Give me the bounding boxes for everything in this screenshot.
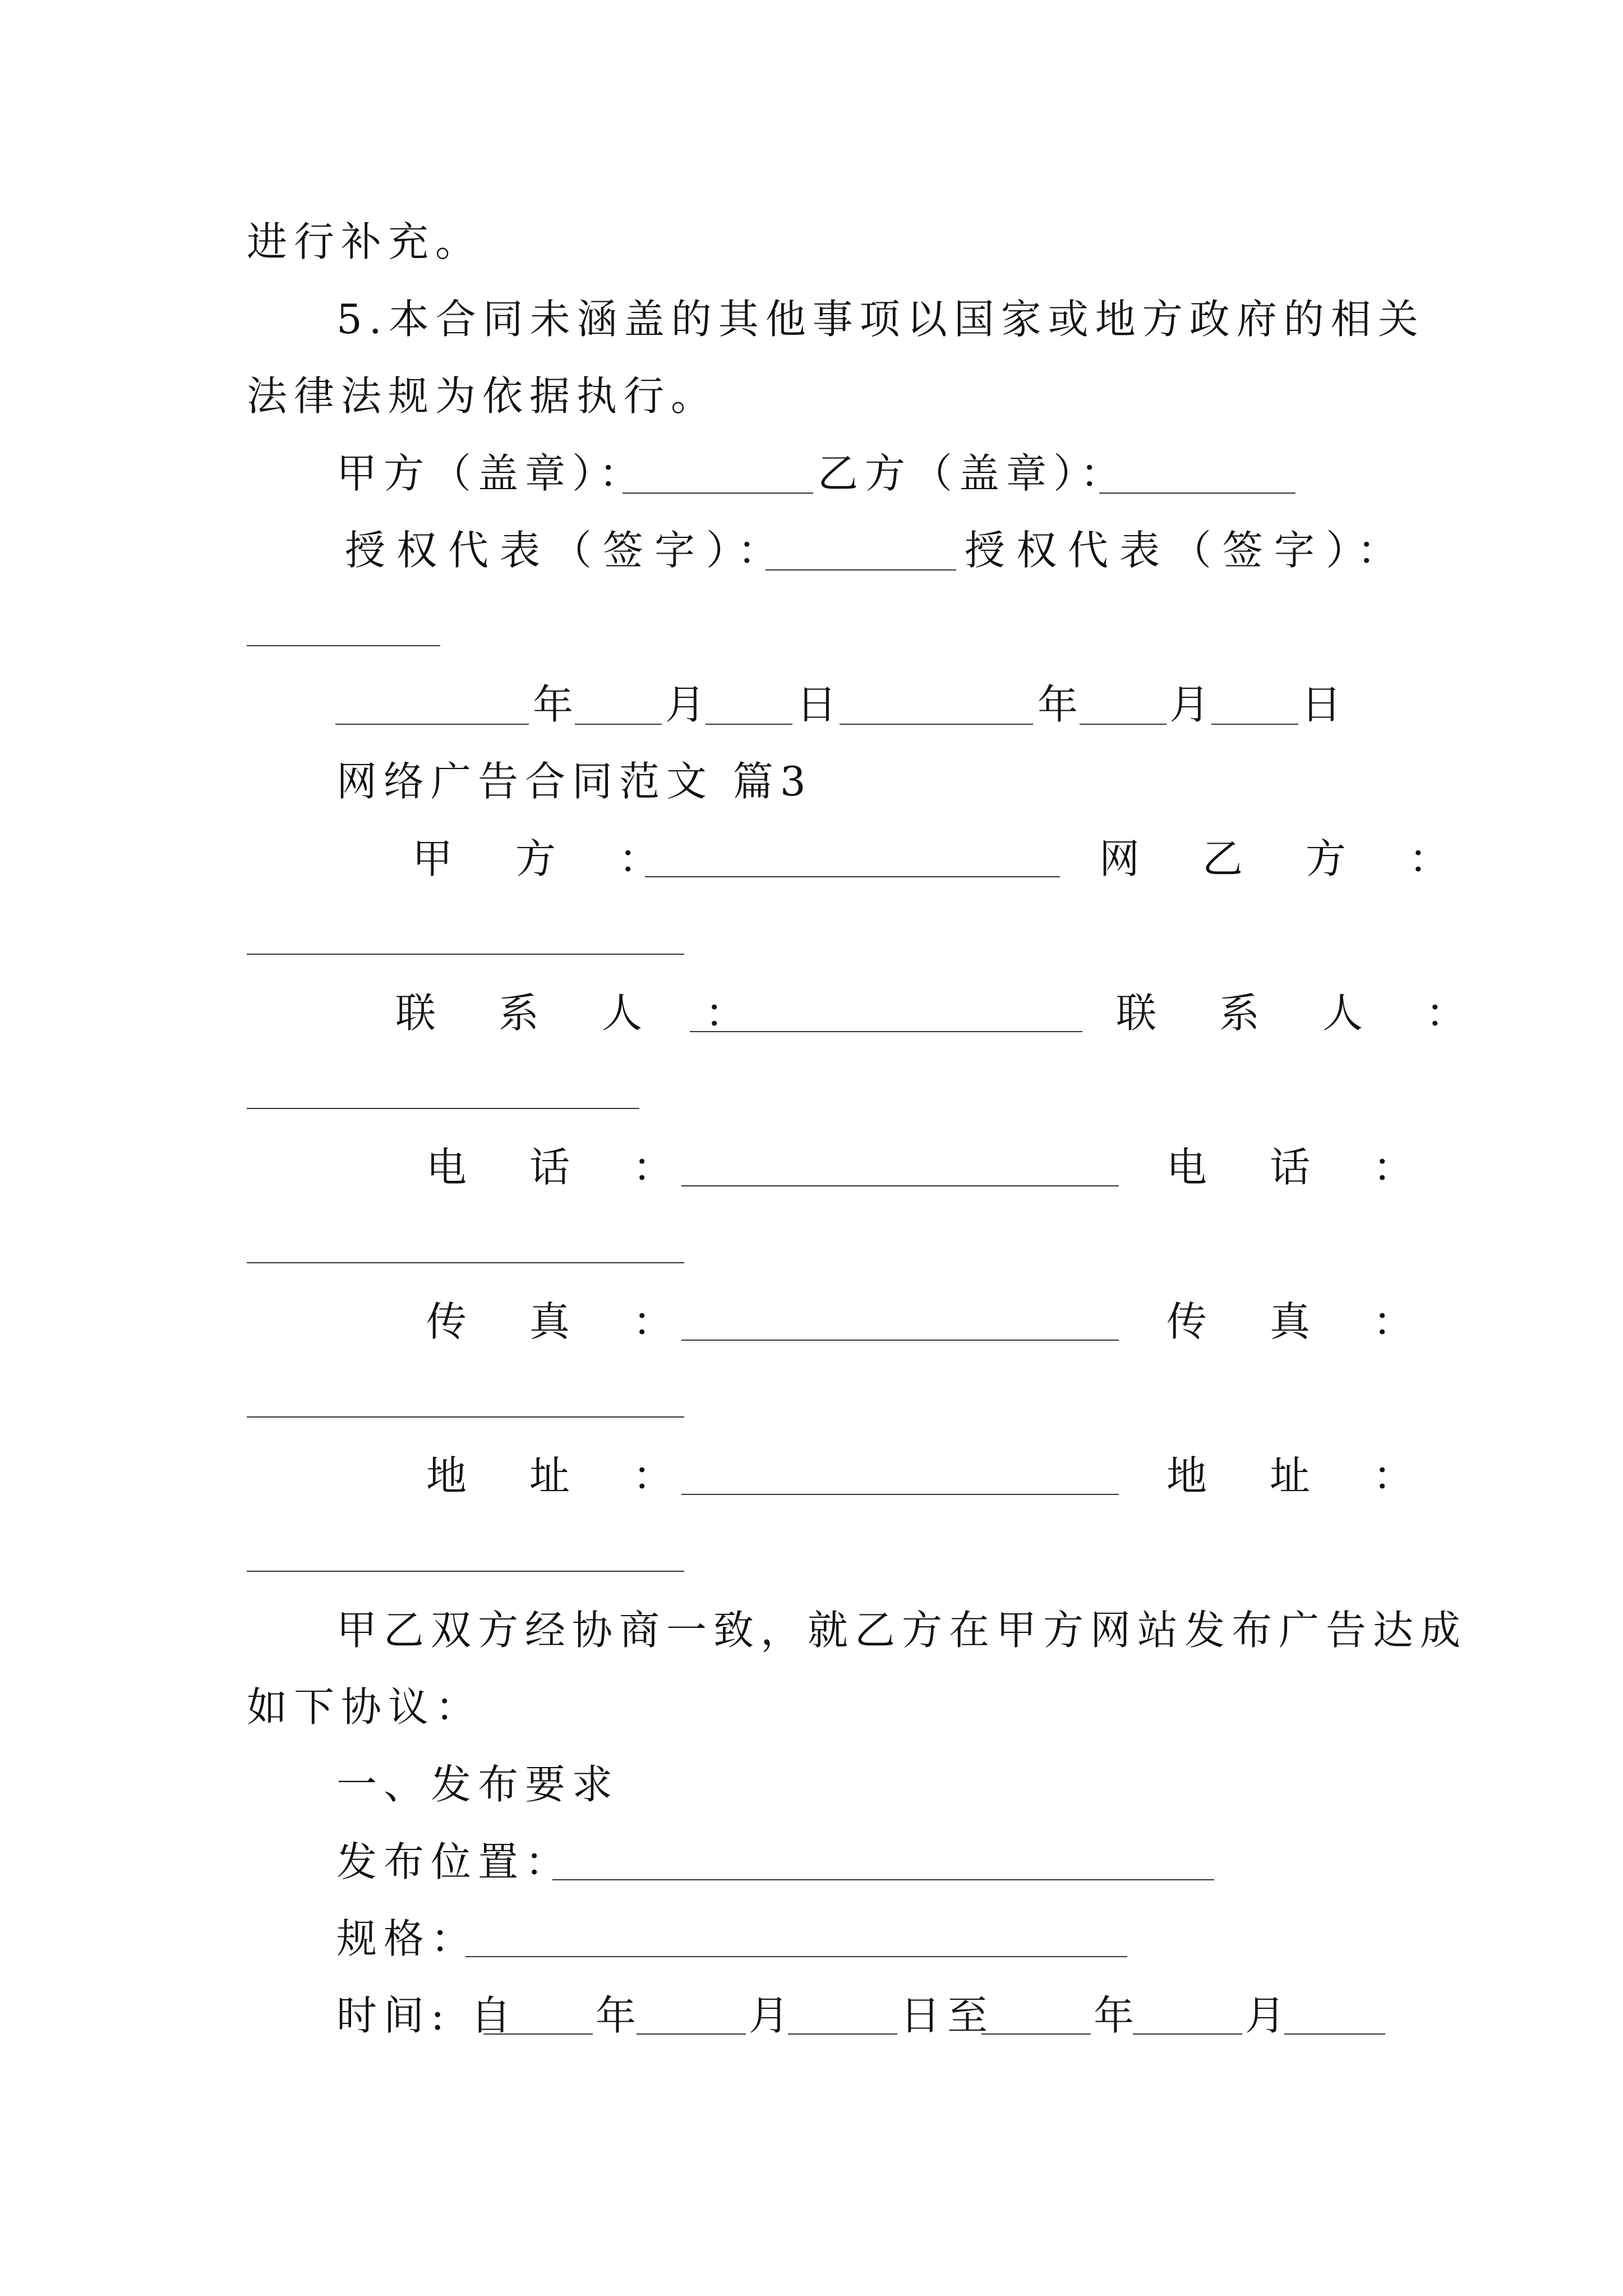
section-title: 一、发布要求 <box>336 1761 620 1808</box>
form-blank <box>247 1262 684 1263</box>
spec-label: 规格： <box>336 1915 478 1962</box>
text-line: 5.本合同未涵盖的其他事项以国家或地方政府的相关 <box>336 296 1425 343</box>
date-blank <box>706 724 792 725</box>
date-blank <box>1080 724 1166 725</box>
year-label: 年 <box>596 1992 643 2039</box>
year-label: 年 <box>1094 1992 1141 2039</box>
form-blank <box>681 1494 1119 1495</box>
party-a-seal-label: 甲方（盖章）： <box>336 450 647 497</box>
day-label: 日 <box>796 681 844 728</box>
phone-b-label: 电 话 ： <box>1166 1144 1425 1191</box>
date-blank <box>1133 2033 1242 2035</box>
section-heading: 网络广告合同范文 篇3 <box>336 758 813 805</box>
text-line: 如下协议： <box>247 1683 483 1731</box>
text-line: 进行补充。 <box>247 218 483 265</box>
month-label: 月 <box>665 681 713 728</box>
signature-blank <box>247 645 440 646</box>
form-blank <box>552 1879 1214 1880</box>
month-label: 月 <box>749 1992 796 2039</box>
text-line: 甲乙双方经协商一致，就乙方在甲方网站发布广告达成 <box>336 1607 1468 1654</box>
fax-a-label: 传 真 ： <box>426 1298 685 1345</box>
date-blank <box>335 724 529 725</box>
date-blank <box>1284 2033 1385 2035</box>
date-blank <box>840 724 1033 725</box>
fax-b-label: 传 真 ： <box>1166 1298 1425 1345</box>
year-label: 年 <box>1038 681 1085 728</box>
form-blank <box>247 954 684 955</box>
address-a-label: 地 址 ： <box>426 1452 685 1499</box>
contact-a-label: 联 系 人 ： <box>395 990 757 1037</box>
date-blank <box>637 2033 746 2035</box>
rep-b-label: 授权代表（签字）： <box>965 527 1409 574</box>
year-label: 年 <box>533 681 580 728</box>
signature-blank <box>1099 493 1295 494</box>
date-blank <box>575 724 662 725</box>
signature-blank <box>623 493 813 494</box>
day-label: 日 <box>1301 681 1349 728</box>
phone-a-label: 电 话 ： <box>426 1144 685 1191</box>
party-b-seal-label: 乙方（盖章）： <box>818 450 1128 497</box>
form-blank <box>247 1571 684 1572</box>
time-label: 时间: 自 <box>336 1992 518 2039</box>
form-blank <box>247 1416 684 1418</box>
contact-b-label: 联 系 人 ： <box>1116 990 1478 1037</box>
date-blank <box>483 2033 593 2035</box>
party-a-label: 甲 方 ： <box>412 835 671 882</box>
form-blank <box>247 1108 639 1109</box>
form-blank <box>681 1185 1119 1186</box>
form-blank <box>465 1956 1127 1957</box>
address-b-label: 地 址 ： <box>1166 1452 1425 1499</box>
date-blank <box>981 2033 1091 2035</box>
position-label: 发布位置： <box>336 1838 573 1885</box>
form-blank <box>645 876 1060 877</box>
party-b-label: 网 乙 方 ： <box>1099 835 1461 882</box>
month-label: 月 <box>1245 1992 1293 2039</box>
text-line: 法律法规为依据执行。 <box>247 372 718 420</box>
month-label: 月 <box>1169 681 1217 728</box>
signature-blank <box>766 569 956 570</box>
rep-a-label: 授权代表（签字）： <box>345 527 790 574</box>
date-blank <box>788 2033 897 2035</box>
form-blank <box>690 1031 1082 1032</box>
date-blank <box>1211 724 1298 725</box>
form-blank <box>681 1340 1119 1341</box>
to-label: 日至 <box>900 1992 995 2039</box>
